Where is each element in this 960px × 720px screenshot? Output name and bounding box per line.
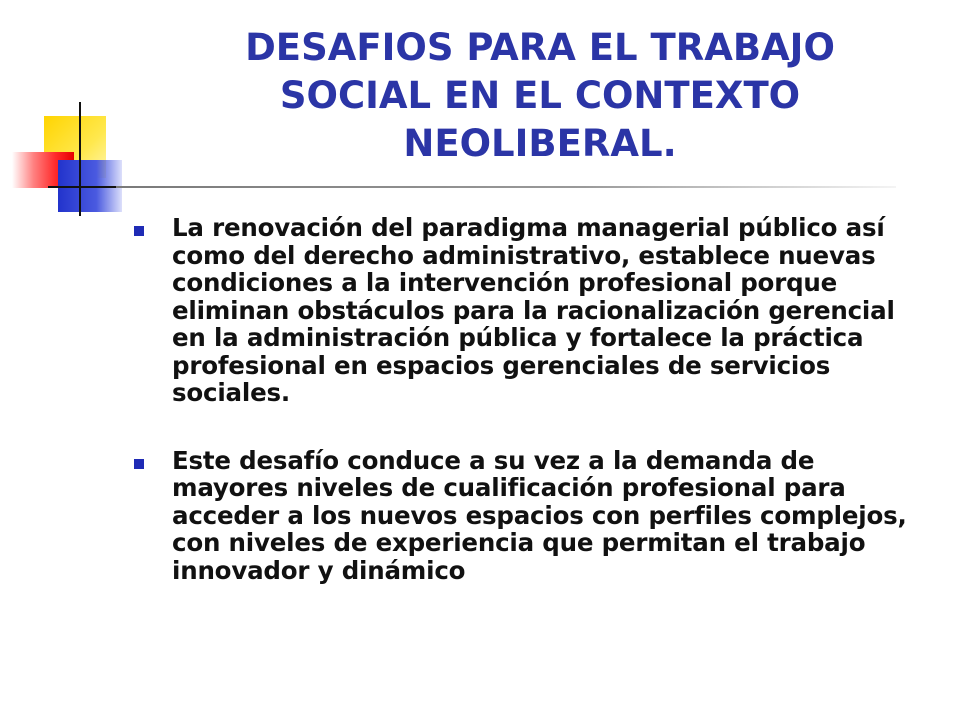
bullet-text-1: La renovación del paradigma managerial público así como del derecho administrativo, establece nuevas condiciones a la intervención profesional porque eliminan obstáculos para la racionalización gerencial en la administración pública y fortalece la práctica profesional en espacios gerenciales de servicios sociales. [172, 213, 895, 407]
decorative-squares-logo-icon [0, 0, 140, 230]
bullet-text-2: Este desafío conduce a su vez a la demanda de mayores niveles de cualificación profesional para acceder a los nuevos espacios con perfiles complejos, con niveles de experiencia que permitan el trabajo innovador y dinámico [172, 445, 907, 585]
bullet-item-2 [134, 447, 934, 585]
bullet-list [134, 214, 934, 624]
bullet-item-1 [134, 214, 934, 407]
square-bullet-icon [134, 226, 144, 236]
title-divider [116, 186, 896, 188]
slide-title: DESAFIOS PARA EL TRABAJO SOCIAL EN EL CONTEXTO NEOLIBERAL. [245, 26, 835, 165]
square-bullet-icon [134, 459, 144, 469]
logo-vertical-line [79, 102, 81, 216]
